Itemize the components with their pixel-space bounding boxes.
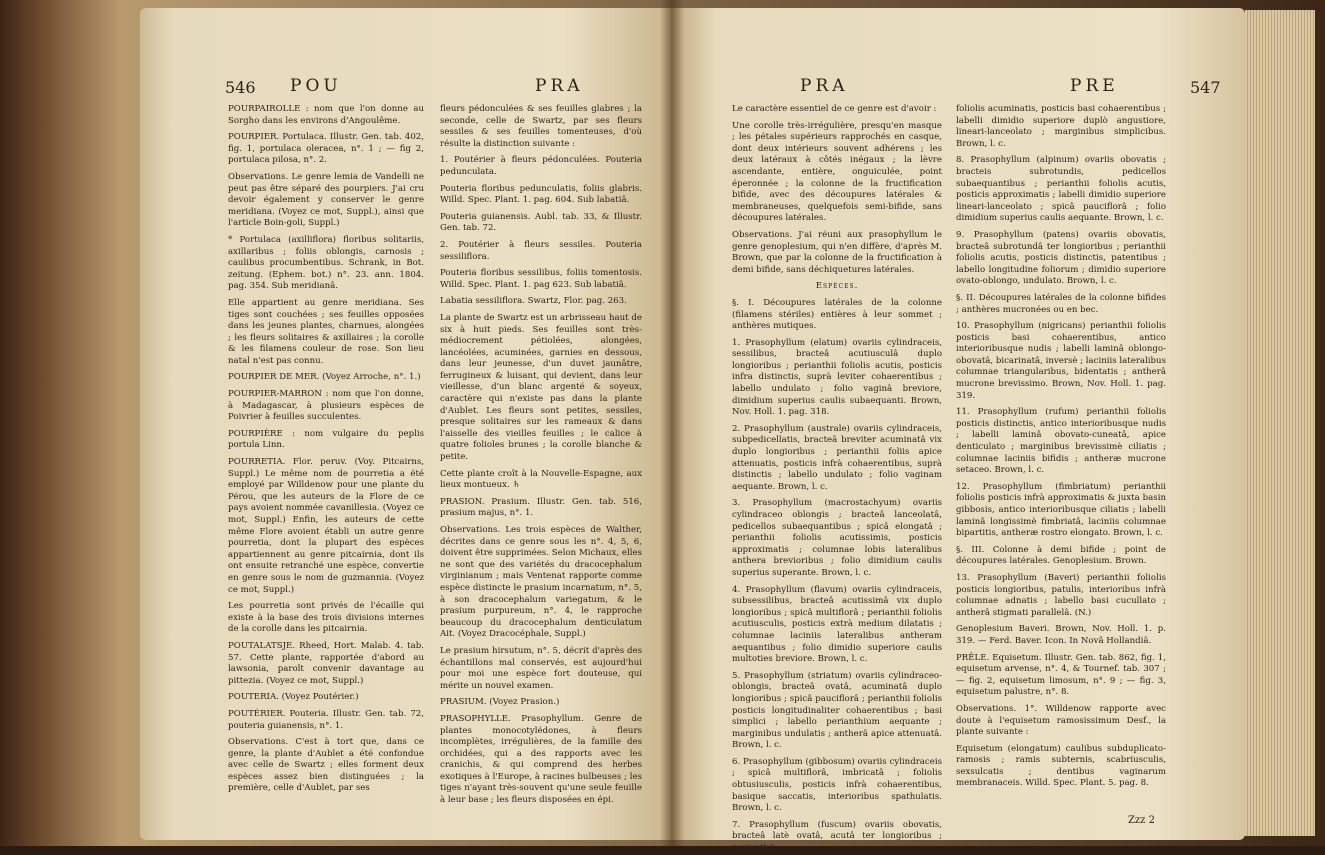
text-paragraph: Elle appartient au genre meridiana. Ses tiges sont couchées ; ses feuilles opposées dans les jeunes plantes, charnues, alongées ; les fleurs solitaires & axillaires ; la corolle & les filamens couleur de rose. Son lieu natal n'est pas connu.: [228, 297, 424, 366]
text-paragraph: 3. Prasophyllum (macrostachyum) ovariis cylindraceo oblongis ; bracteâ lanceolatâ, pedicellos subaequantibus ; spicâ elongatâ ; perianthii foliolis acutissimis, posticis approximatis ; columnae lobis lateralibus anthera brevioribus ; folio dimidium caulis superius superante. Brown, l. c.: [732, 498, 942, 578]
text-paragraph: Observations. C'est à tort que, dans ce genre, la plante d'Aublet a été confondue avec celle de Swartz ; elles forment deux espèces assez bien distinguées ; la première, celle d'Aublet, par ses: [228, 737, 424, 794]
left-header-left-word: POU: [290, 76, 342, 96]
right-header-right-word: PRE: [1070, 76, 1119, 96]
right-page-number: 547: [1190, 78, 1221, 97]
text-paragraph: * Portulaca (axilliflora) floribus solitariis, axillaribus ; foliis oblongis, carnosis ; caulibus procumbentibus. Schrank, in Bot. zeitung. (Ephem. bot.) n°. 23. ann. 1804. pag. 354. Sub meridianâ.: [228, 234, 424, 292]
right-page: [670, 8, 1245, 854]
text-paragraph: POURRETIA. Flor. peruv. (Voy. Pitcairns, Suppl.) Le même nom de pourretia a été employé par Willdenow pour une plante du Pérou, que les auteurs de la Flore de ce pays avoient nommée cavanillesia. (Voyez ce mot, Suppl.) Enfin, les auteurs de cette même Flore avoient établi un autre genre pourretia, dont la plupart des espèces appartiennent au genre pitcairnia, dont ils ont ensuite retranché une espèce, convertie en genre sous le nom de guzmannia. (Voyez ce mot, Suppl.): [228, 457, 424, 595]
left-header-right-word: PRA: [535, 76, 584, 96]
text-paragraph: POURPAIROLLE : nom que l'on donne au Sorgho dans les environs d'Angoulême.: [228, 104, 424, 126]
text-paragraph: 5. Prasophyllum (striatum) ovariis cylindraceo-oblongis, bracteâ ovatâ, acuminatâ duplo longioribus ; spicâ pauciflorâ ; perianthii foliolis posticis longitudinaliter cohaerentibus ; basi simplici ; labello perianthium aequante ; marginibus undulatis ; antherâ apice attenuatâ. Brown, l. c.: [732, 670, 942, 751]
text-paragraph: 13. Prasophyllum (Baveri) perianthii foliolis posticis longioribus, patulis, interioribus infrà columnae adnatis ; labello basi cucullato ; antherâ stigmati parallelâ. (N.): [956, 572, 1166, 618]
text-paragraph: POURPIER. Portulaca. Illustr. Gen. tab. 402, fig. 1, portulaca oleracea, n°. 1 ; — fig 2, portulaca pilosa, n°. 2.: [228, 132, 424, 166]
text-paragraph: Le prasium hirsutum, n°. 5, décrit d'après des échantillons mal conservés, est aujourd'hui pour moi une espèce fort douteuse, qui mérite un nouvel examen.: [440, 645, 642, 691]
right-page-header: [670, 76, 1245, 102]
text-paragraph: PRASIUM. (Voyez Prasion.): [440, 697, 560, 708]
text-paragraph: §. II. Découpures latérales de la colonne bifides ; anthères mucronées ou en bec.: [956, 292, 1166, 315]
text-paragraph: 2. Poutérier à fleurs sessiles. Pouteria sessiliflora.: [440, 239, 642, 262]
text-paragraph: Labatia sessiliflora. Swartz, Flor. pag. 263.: [440, 296, 627, 307]
left-page-column-2: [440, 104, 642, 840]
text-paragraph: §. I. Découpures latérales de la colonne (filamens stériles) entières à leur sommet ; anthères mutiques.: [732, 297, 942, 332]
text-paragraph: 8. Prasophyllum (alpinum) ovariis obovatis ; bracteis subrotundis, pedicellos subaequantibus ; perianthii foliolis acutis, posticis approximatis ; labelli dimidio superiore lineari-lanceolato ; spicâ pauciflorâ ; folio dimidium superius caulis aequante. Brown, l. c.: [956, 155, 1166, 224]
text-paragraph: foliolis acuminatis, posticis basi cohaerentibus ; labelli dimidio superiore duplò angustiore, lineari-lanceolato ; marginibus simplicibus. Brown, l. c.: [956, 104, 1166, 149]
text-paragraph: Observations. Le genre lemia de Vandelli ne peut pas être séparé des pourpiers. J'ai cru devoir également y conserver le genre meridiana. (Voyez ce mot, Suppl.), ainsi que l'article Boin-goli, Suppl.): [228, 171, 424, 229]
text-paragraph: 7. Prasophyllum (fuscum) ovariis obovatis, bracteâ latè ovatâ, acutâ ter longioribus ; perianthii: [732, 819, 942, 854]
left-page-header: [140, 76, 670, 102]
text-paragraph: PRASION. Prasium. Illustr. Gen. tab. 516, prasium majus, n°. 1.: [440, 496, 642, 519]
text-paragraph: 1. Prasophyllum (elatum) ovariis cylindraceis, sessilibus, bracteâ acutiusculâ duplo longioribus ; perianthii foliolis acutis, posticis infra distinctis, suprà leviter cohaerentibus ; labello undulato ; folio vaginâ breviore, dimidium superius caulis subaequanti. Brown, Nov. Holl. 1. pag. 318.: [732, 337, 942, 418]
text-paragraph: 4. Prasophyllum (flavum) ovariis cylindraceis, subsessilibus, bracteâ acutissimâ vix duplo longioribus ; spicâ multiflorâ ; perianthii foliolis acutiusculis, posticis extrà medium dilatatis ; columnae laciniis lateralibus antheram aequantibus ; folio dimidio superiore caulis multoties breviore. Brown, l. c.: [732, 584, 942, 665]
text-paragraph: Espèces.: [815, 281, 859, 292]
left-page-column-1: [228, 104, 424, 840]
text-paragraph: §. III. Colonne à demi bifide ; point de découpures latérales. Genoplesium. Brown.: [956, 544, 1166, 567]
text-paragraph: POURPIER DE MER. (Voyez Arroche, n°. 1.): [228, 372, 421, 383]
text-paragraph: fleurs pédonculées & ses feuilles glabres ; la seconde, celle de Swartz, par ses fleurs sessiles & ses feuilles tomenteuses, d'où résulte la distinction suivante :: [440, 104, 642, 149]
text-paragraph: POUTÉRIER. Pouteria. Illustr. Gen. tab. 72, pouteria guianensis, n°. 1.: [228, 708, 424, 731]
signature-mark: Zzz 2: [1127, 815, 1155, 826]
page-edges: [1245, 10, 1315, 836]
text-paragraph: Equisetum (elongatum) caulibus subduplicato-ramosis ; ramis subternis, scabriusculis, sexsulcatis ; dentibus vaginarum membranaceis. Willd. Spec. Plant. 5. pag. 8.: [956, 743, 1166, 789]
text-paragraph: Pouteria floribus pedunculatis, foliis glabris. Willd. Spec. Plant. 1. pag. 604. Sub labatiâ.: [440, 183, 642, 206]
text-paragraph: Cette plante croît à la Nouvelle-Espagne, aux lieux montueux. ♄: [440, 468, 642, 491]
text-paragraph: POUTALATSJE. Rheed, Hort. Malab. 4. tab. 57. Cette plante, rapportée d'abord au lawsonia, paroît convenir davantage au pittezia. (Voyez ce mot, Suppl.): [228, 640, 424, 686]
right-page-column-1: [732, 104, 942, 854]
text-paragraph: Observations. J'ai réuni aux prasophyllum le genre genoplesium, qui n'en diffère, d'après M. Brown, que par la colonne de la fructification à demi bifide, sans déchiquetures latérales.: [732, 229, 942, 275]
left-page-number: 546: [225, 78, 256, 97]
text-paragraph: 9. Prasophyllum (patens) ovariis obovatis, bracteâ subrotundâ ter longioribus ; perianthii foliolis acutis, posticis distinctis, patentibus ; labello longitudine foliorum ; dimidio superiore ovato-oblongo, undulato. Brown, l. c.: [956, 229, 1166, 287]
text-paragraph: Le caractère essentiel de ce genre est d'avoir :: [732, 104, 937, 114]
text-paragraph: 10. Prasophyllum (nigricans) perianthii foliolis posticis basi cohaerentibus, antico interioribusque nudis ; labelli laminâ oblongo-obovatâ, bicarinatâ, inversè ; laciniis lateralibus columnae triangularibus, bidentatis ; antherâ mucrone brevissimo. Brown, Nov. Holl. 1. pag. 319.: [956, 321, 1166, 401]
text-paragraph: PRÊLE. Equisetum. Illustr. Gen. tab. 862, fig. 1, equisetum arvense, n°. 4, & Tournef. tab. 307 ; — fig. 2, equisetum limosum, n°. 9 ; — fig. 3, equisetum palustre, n°. 8.: [956, 652, 1166, 698]
text-paragraph: Une corolle très-irrégulière, presqu'en masque ; les pétales supérieurs rapprochés en casque, dont deux intérieurs souvent adhérens ; les deux latéraux à côtés inégaux ; la lèvre ascendante, entière, onguiculée, point éperonnée ; la colonne de la fructification bifide, avec des découpures latérales & membraneuses, quelquefois semi-bifide, sans découpures latérales.: [732, 120, 942, 224]
text-paragraph: POUTERIA. (Voyez Poutérier.): [228, 692, 359, 703]
text-paragraph: Les pourretia sont privés de l'écaille qui existe à la base des trois divisions internes de la corolle dans les pitcairnia.: [228, 601, 424, 635]
text-paragraph: La plante de Swartz est un arbrisseau haut de six à huit pieds. Ses feuilles sont très-médiocrement pétiolées, alongées, lancéolées, acuminées, garnies en dessous, dans leur jeunesse, d'un duvet jaunâtre, ferrugineux & luisant, qui devient, dans leur vieillesse, d'un blanc argenté & soyeux, caractère qui n'existe pas dans la plante d'Aublet. Les fleurs sont petites, sessiles, presque solitaires sur les rameaux & dans l'aisselle des vieilles feuilles ; le calice à quatre folioles brunes ; la corolle blanche & petite.: [440, 312, 642, 463]
right-header-left-word: PRA: [800, 76, 849, 96]
text-paragraph: 1. Poutérier à fleurs pédonculées. Pouteria pedunculata.: [440, 155, 642, 177]
text-paragraph: Pouteria floribus sessilibus, foliis tomentosis. Willd. Spec. Plant. 1. pag 623. Sub labatiâ.: [440, 268, 642, 290]
text-paragraph: 11. Prasophyllum (rufum) perianthii foliolis posticis distinctis, antico interioribusque nudis ; labelli laminâ obovato-cuneatâ, apice denticulato ; marginibus brevissimè ciliatis ; columnae laciniis bifidis ; antheræ mucrone setaceo. Brown, l. c.: [956, 407, 1166, 476]
text-paragraph: Pouteria guianensis. Aubl. tab. 33, & Illustr. Gen. tab. 72.: [440, 211, 642, 234]
text-paragraph: Observations. 1°. Willdenow rapporte avec doute à l'equisetum ramosissimum Desf., la plante suivante :: [956, 703, 1166, 738]
text-paragraph: 2. Prasophyllum (australe) ovariis cylindraceis, subpedicellatis, bracteâ breviter acuminatâ vix duplo longioribus ; perianthii foliis apice attenuatis, posticis infrà cohaerentibus, suprà distinctis ; labello undulato ; folio vaginam aequante. Brown, l. c.: [732, 423, 942, 492]
text-paragraph: PRASOPHYLLE. Prasophyllum. Genre de plantes monocotylédones, à fleurs incomplètes, irrégulières, de la famille des orchidées, qui a des rapports avec les cranichis, & qui comprend des herbes exotiques à l'Europe, à racines bulbeuses ; les tiges n'ayant très-souvent qu'une seule feuille à leur base ; les fleurs disposées en épi.: [440, 713, 642, 806]
right-page-column-2: [956, 104, 1166, 840]
text-paragraph: 12. Prasophyllum (fimbriatum) perianthii foliolis posticis infrà approximatis & juxta basin gibbosis, antico interioribusque ciliatis ; labelli laminâ longissimè fimbriatâ, laciniis columnae bipartitis, antheræ rostro elongato. Brown, l. c.: [956, 481, 1166, 539]
text-paragraph: Genoplesium Baveri. Brown, Nov. Holl. 1. p. 319. — Ferd. Baver. Icon. In Novâ Hollandiâ.: [956, 624, 1166, 646]
text-paragraph: POURPIÈRE : nom vulgaire du peplis portula Linn.: [228, 428, 424, 451]
text-paragraph: 6. Prasophyllum (gibbosum) ovariis cylindraceis ; spicâ multiflorâ, imbricatâ ; foliolis obtusiusculis, posticis infrà cohaerentibus, basique saccatis, interioribus spathulatis. Brown, l. c.: [732, 756, 942, 814]
book-gutter: [660, 0, 684, 846]
left-page: [140, 8, 670, 840]
text-paragraph: Observations. Les trois espèces de Walther, décrites dans ce genre sous les n°. 4, 5, 6, doivent être supprimées. Selon Michaux, elles ne sont que des variétés du dracocephalum virginianum ; mais Ventenat rapporte comme espèce distincte le prasium incarnatum, n°. 5, à son dracocephalum variegatum, & le prasium purpureum, n°. 4, le rapproche beaucoup du dracocephalum denticulatum Ait. (Voyez Dracocéphale, Suppl.): [440, 525, 642, 640]
text-paragraph: POURPIER-MARRON : nom que l'on donne, à Madagascar, à plusieurs espèces de Poivrier à feuilles succulentes.: [228, 389, 424, 423]
